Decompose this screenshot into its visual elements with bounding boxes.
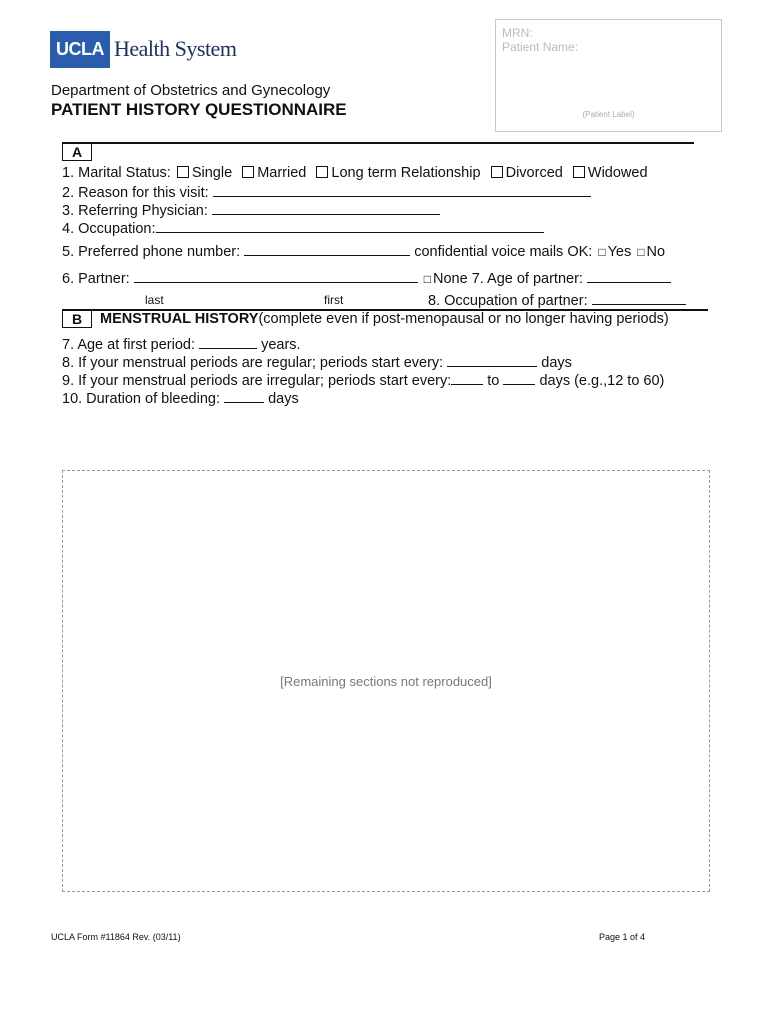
regular-periods-field[interactable] <box>447 353 537 367</box>
occupation-field[interactable] <box>156 219 544 233</box>
q3-referring-physician <box>62 201 440 220</box>
q1-marital-status <box>62 165 648 182</box>
b-q10-bleeding-duration <box>62 389 299 408</box>
irregular-to-label: to <box>487 373 500 389</box>
section-b-label: B <box>62 310 92 328</box>
ucla-logo <box>50 29 236 69</box>
voicemail-no-checkbox[interactable]: □ <box>637 245 645 259</box>
voicemail-yes-label: Yes <box>607 244 632 260</box>
voicemail-yes-checkbox[interactable]: □ <box>598 245 606 259</box>
logo-name: Health System <box>114 36 237 61</box>
phone-field[interactable] <box>244 242 410 256</box>
partner-first-caption: first <box>324 293 344 307</box>
long-term-relationship-checkbox[interactable] <box>316 166 328 178</box>
widowed-label: Widowed <box>587 165 648 181</box>
section-a-label: A <box>62 143 92 161</box>
q2-label: 2. Reason for this visit: <box>62 185 209 201</box>
bleeding-duration-label: 10. Duration of bleeding: <box>62 391 220 407</box>
partner-age-field[interactable] <box>587 269 671 283</box>
section-a-rule <box>62 142 694 144</box>
divorced-checkbox[interactable] <box>491 166 503 178</box>
referring-physician-field[interactable] <box>212 201 440 215</box>
single-label: Single <box>191 165 233 181</box>
patient-label-box <box>495 19 722 132</box>
partner-none-checkbox[interactable]: □ <box>423 272 432 286</box>
first-period-label: 7. Age at first period: <box>62 337 195 353</box>
married-label: Married <box>257 165 307 181</box>
patient-name-label: Patient Name: <box>502 40 579 54</box>
single-checkbox[interactable] <box>177 166 189 178</box>
b-q8-regular-periods <box>62 353 572 372</box>
q3-label: 3. Referring Physician: <box>62 203 208 219</box>
section-b-heading <box>100 311 669 328</box>
q5-label: 5. Preferred phone number: <box>62 244 241 260</box>
form-number: UCLA Form #11864 Rev. (03/11) <box>51 932 181 942</box>
q5-phone <box>62 242 665 261</box>
irregular-periods-label: 9. If your menstrual periods are irregular; periods start every: <box>62 373 452 389</box>
q2-reason <box>62 183 591 202</box>
department-name: Department of Obstetrics and Gynecology <box>51 82 331 99</box>
b-q7-first-period <box>62 335 301 354</box>
reason-field[interactable] <box>213 183 591 197</box>
patient-label-caption: (Patient Label) <box>582 110 635 119</box>
irregular-from-field[interactable] <box>451 371 483 385</box>
section-b-note: (complete even if post-menopausal or no longer having periods) <box>258 311 669 327</box>
q8-partner-occupation-label: 8. Occupation of partner: <box>428 293 588 309</box>
q6-partner <box>62 269 671 288</box>
remaining-sections-placeholder: [Remaining sections not reproduced] <box>62 470 710 892</box>
b-q9-irregular-periods <box>62 371 664 390</box>
first-period-unit: years. <box>261 337 301 353</box>
q8-partner-occupation <box>428 291 686 310</box>
bleeding-duration-unit: days <box>268 391 299 407</box>
irregular-to-field[interactable] <box>503 371 535 385</box>
partner-occupation-field[interactable] <box>592 291 686 305</box>
logo-mark: UCLA <box>50 31 110 68</box>
q4-occupation <box>62 219 544 238</box>
q6-label: 6. Partner: <box>62 271 130 287</box>
partner-name-field[interactable] <box>134 269 418 283</box>
partner-none-label: None 7. Age of partner: <box>433 271 583 287</box>
regular-periods-unit: days <box>541 355 572 371</box>
bleeding-duration-field[interactable] <box>224 389 264 403</box>
mrn-label: MRN: <box>502 26 533 40</box>
form-title: PATIENT HISTORY QUESTIONNAIRE <box>51 100 347 119</box>
regular-periods-label: 8. If your menstrual periods are regular; periods start every: <box>62 355 444 371</box>
divorced-label: Divorced <box>505 165 563 181</box>
q1-label: 1. Marital Status: <box>62 165 171 181</box>
partner-last-caption: last <box>145 293 164 307</box>
widowed-checkbox[interactable] <box>573 166 585 178</box>
q4-label: 4. Occupation: <box>62 221 156 237</box>
irregular-periods-unit: days (e.g.,12 to 60) <box>539 373 665 389</box>
married-checkbox[interactable] <box>242 166 254 178</box>
confidential-voicemail-label: confidential voice mails OK: <box>414 244 593 260</box>
section-b-title: MENSTRUAL HISTORY <box>100 311 259 327</box>
long-term-relationship-label: Long term Relationship <box>331 165 481 181</box>
page-number: Page 1 of 4 <box>599 932 646 942</box>
first-period-field[interactable] <box>199 335 257 349</box>
voicemail-no-label: No <box>646 244 666 260</box>
